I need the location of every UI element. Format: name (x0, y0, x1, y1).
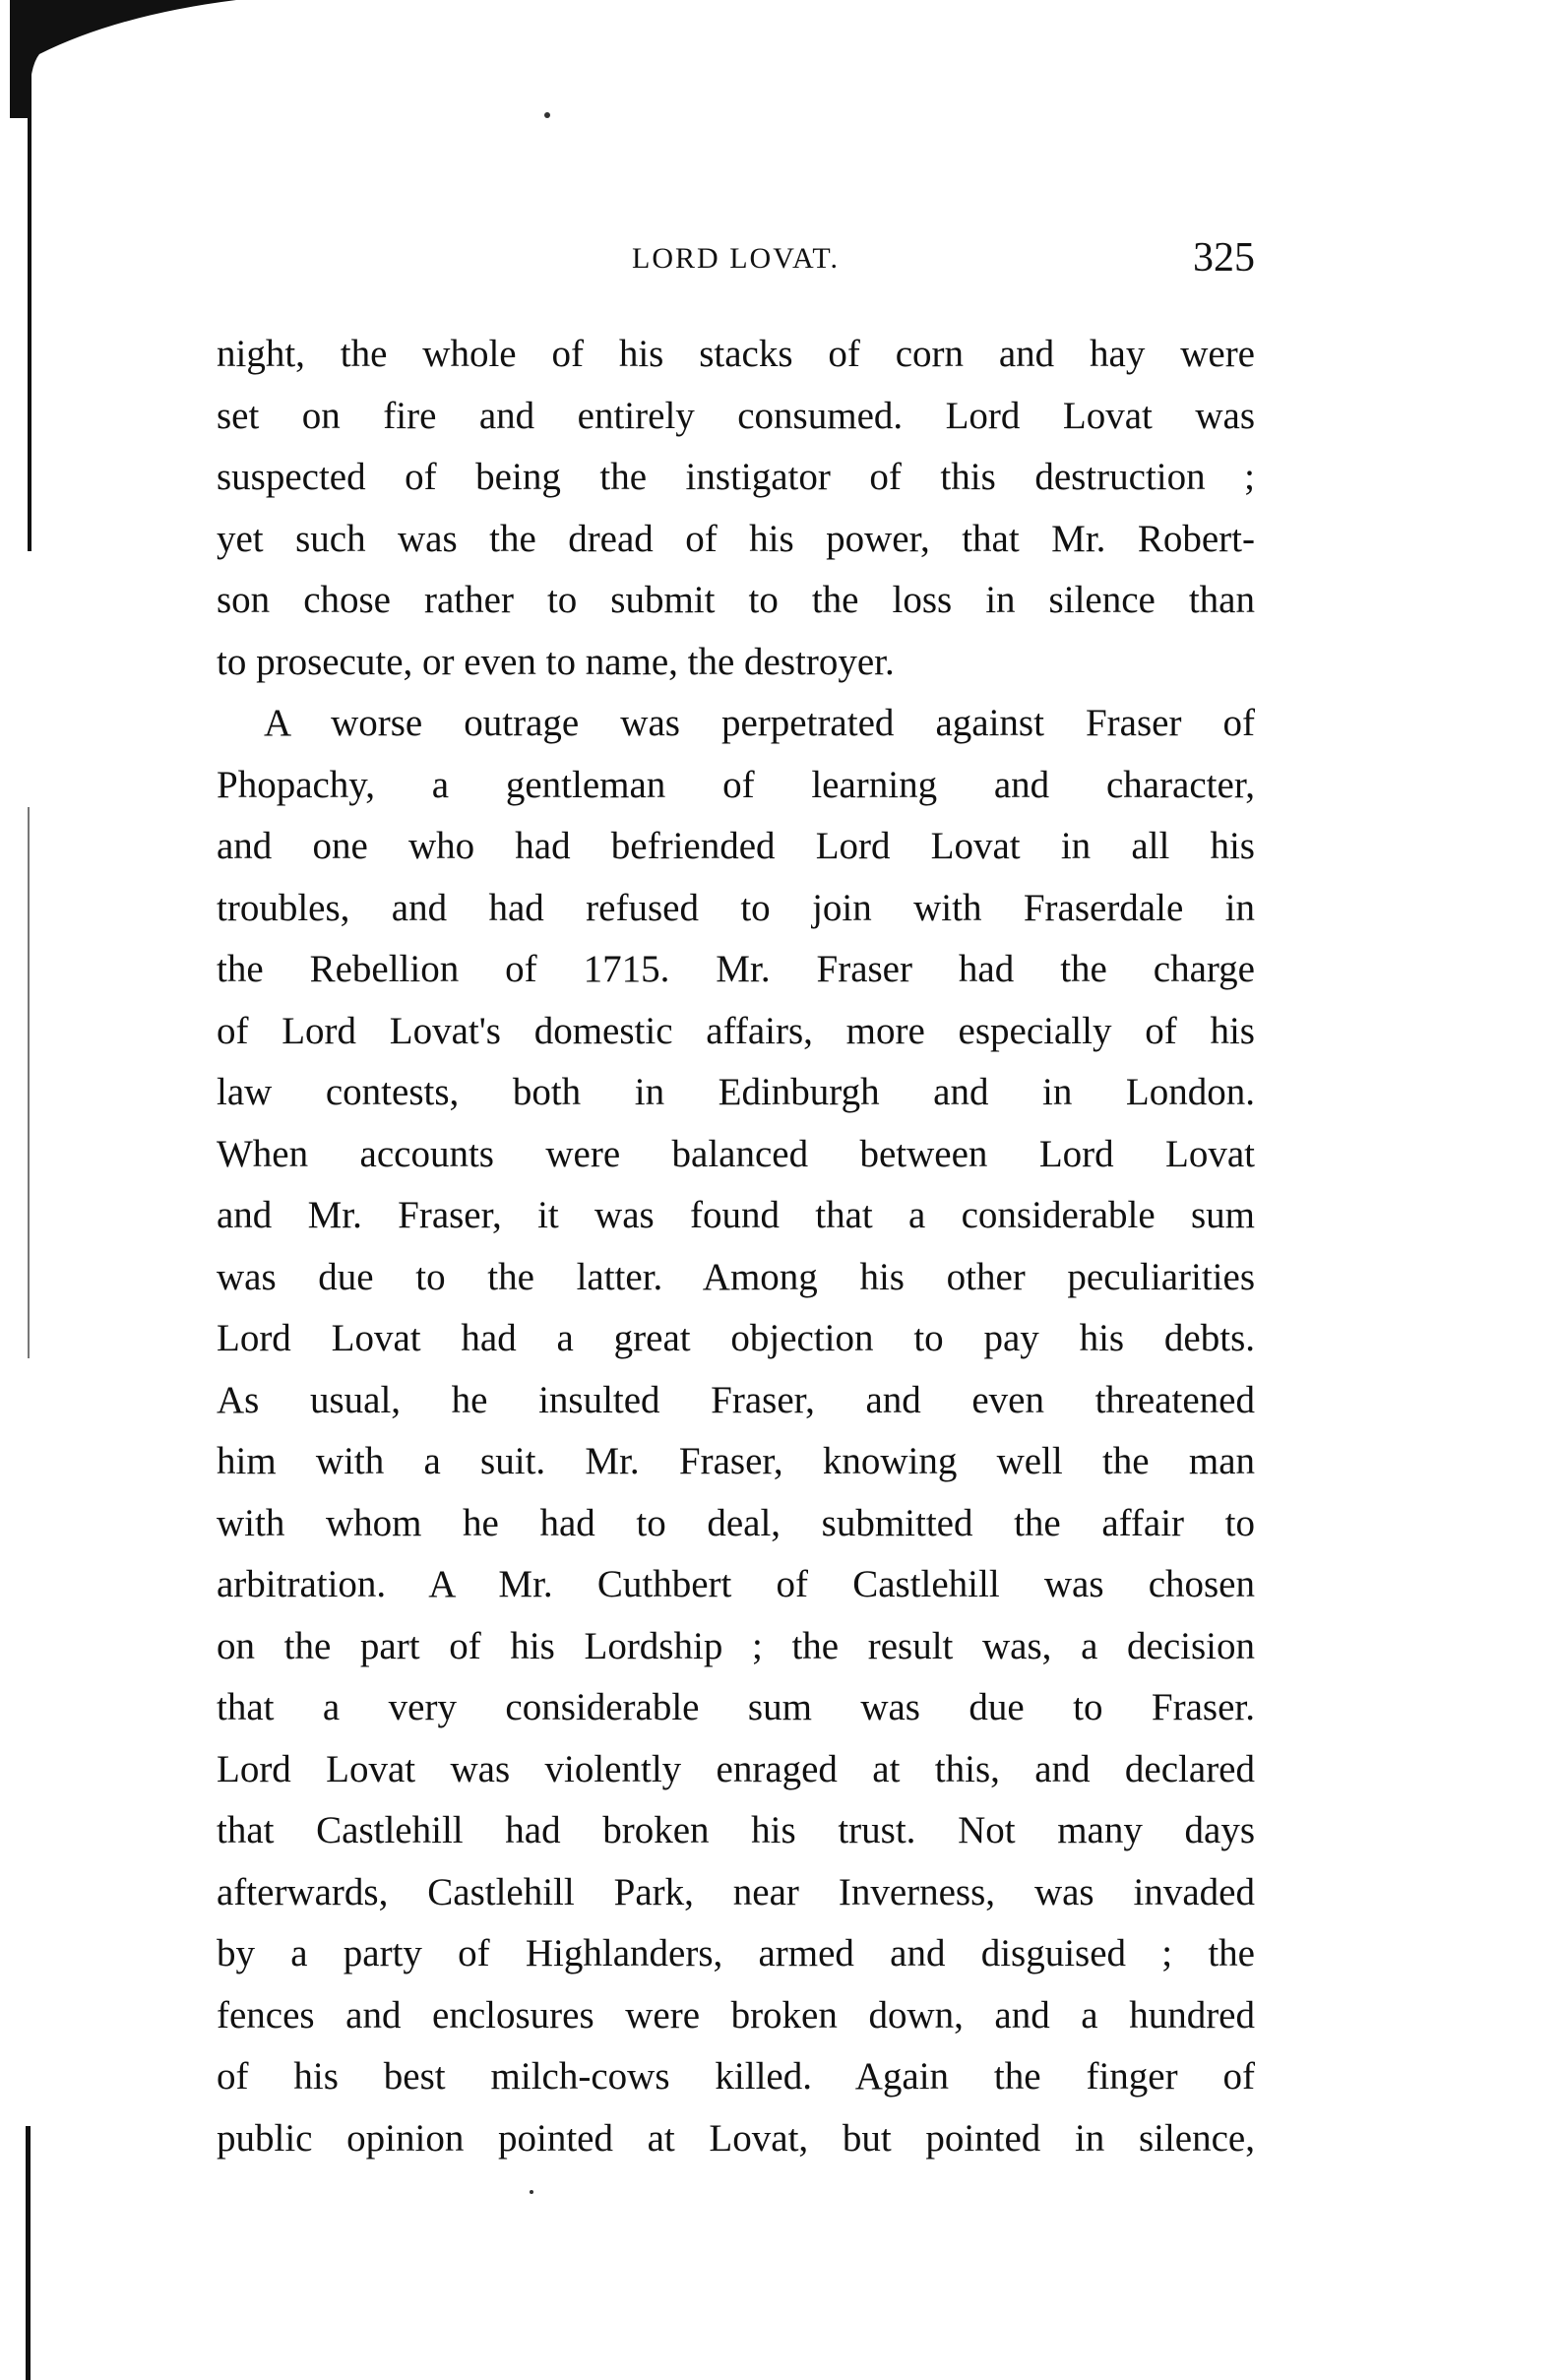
text-line: arbitration. A Mr. Cuthbert of Castlehill was chosen (217, 1563, 1255, 1605)
text-line: A worse outrage was perpetrated against Fraser of (264, 702, 1255, 744)
text-line: son chose rather to submit to the loss in silence than (217, 579, 1255, 621)
text-line: and one who had befriended Lord Lovat in all his (217, 825, 1255, 867)
text-line: As usual, he insulted Fraser, and even threatened (217, 1378, 1255, 1421)
text-line: was due to the latter. Among his other peculiarities (217, 1255, 1255, 1298)
text-line: of his best milch-cows killed. Again the finger of (217, 2055, 1255, 2098)
text-line: yet such was the dread of his power, that Mr. Robert- (217, 517, 1255, 560)
text-line: by a party of Highlanders, armed and disguised ; the (217, 1932, 1255, 1974)
text-line: When accounts were balanced between Lord Lovat (217, 1132, 1255, 1175)
text-line: Phopachy, a gentleman of learning and character, (217, 763, 1255, 806)
scan-speck (530, 2190, 533, 2194)
text-line: public opinion pointed at Lovat, but pointed in silence, (217, 2116, 1255, 2160)
text-line: of Lord Lovat's domestic affairs, more especially of his (217, 1009, 1255, 1052)
text-line: that Castlehill had broken his trust. Not many days (217, 1809, 1255, 1851)
text-line: the Rebellion of 1715. Mr. Fraser had the charge (217, 948, 1255, 990)
text-line: and Mr. Fraser, it was found that a considerable sum (217, 1194, 1255, 1236)
text-line: with whom he had to deal, submitted the affair to (217, 1501, 1255, 1544)
text-line: law contests, both in Edinburgh and in London. (217, 1071, 1255, 1113)
text-line: Lord Lovat was violently enraged at this, and declared (217, 1747, 1255, 1790)
text-line: troubles, and had refused to join with Fraserdale in (217, 886, 1255, 929)
text-line: afterwards, Castlehill Park, near Inverness, was invaded (217, 1870, 1255, 1913)
text-line: to prosecute, or even to name, the destroyer. (217, 640, 895, 683)
text-line: Lord Lovat had a great objection to pay his debts. (217, 1317, 1255, 1359)
text-line: fences and enclosures were broken down, and a hundred (217, 1993, 1255, 2036)
page-number: 325 (1193, 235, 1255, 281)
running-title: LORD LOVAT. (632, 242, 840, 275)
text-line: that a very considerable sum was due to Fraser. (217, 1686, 1255, 1728)
text-line: on the part of his Lordship ; the result was, a decision (217, 1624, 1255, 1667)
text-line: him with a suit. Mr. Fraser, knowing well the man (217, 1440, 1255, 1482)
scan-speck (544, 112, 550, 118)
text-line: night, the whole of his stacks of corn and hay were (217, 333, 1255, 375)
page-header (217, 234, 1255, 283)
text-line: suspected of being the instigator of this destruction ; (217, 456, 1255, 498)
text-line: set on fire and entirely consumed. Lord Lovat was (217, 394, 1255, 437)
